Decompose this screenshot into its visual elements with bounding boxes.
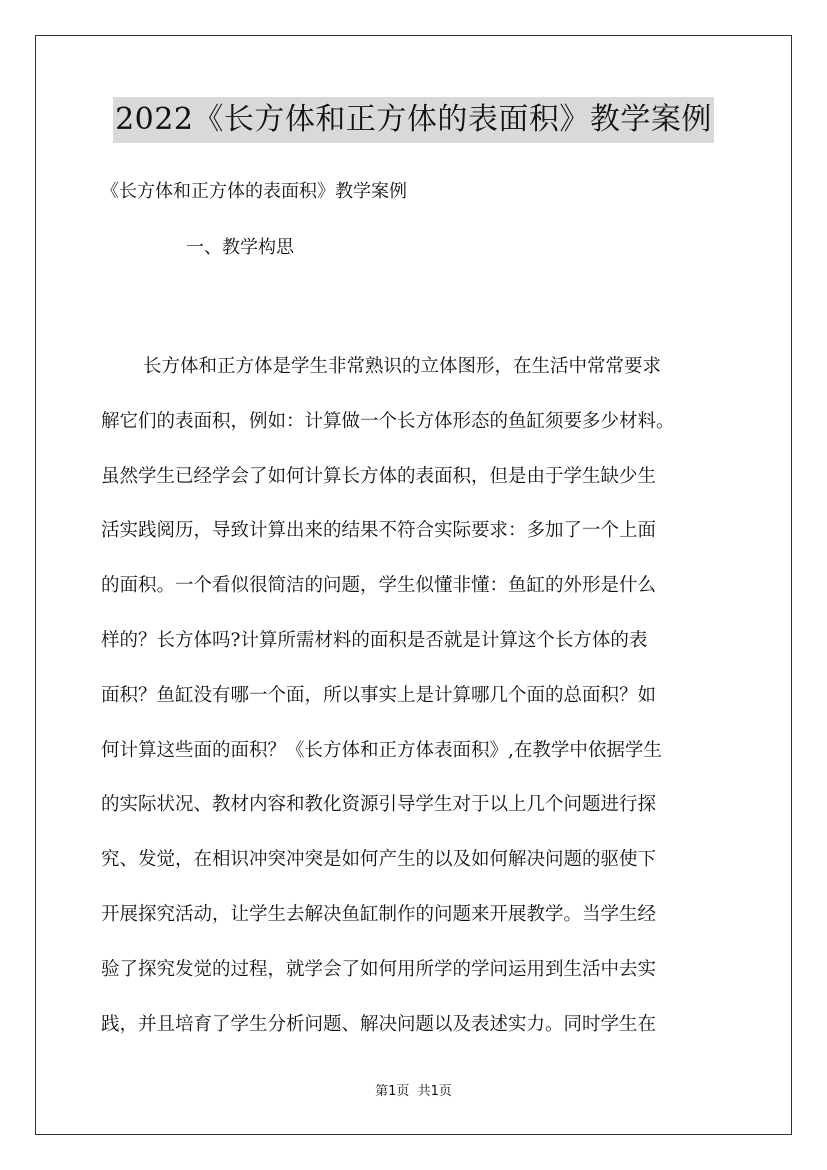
page-footer <box>0 1082 827 1102</box>
body-line: 的面积。一个看似很简洁的问题，学生似懂非懂：鱼缸的外形是什么 <box>101 575 657 597</box>
body-paragraph <box>101 340 731 1052</box>
body-line: 解它们的表面积，例如：计算做一个长方体形态的鱼缸须要多少材料。 <box>101 410 675 432</box>
page-total: 共1页 <box>417 1084 452 1099</box>
body-line: 验了探究发觉的过程，就学会了如何用所学的学问运用到生活中去实 <box>101 958 657 980</box>
body-line: 虽然学生已经学会了如何计算长方体的表面积，但是由于学生缺少生 <box>101 465 657 487</box>
section-heading: 一、教学构思 <box>186 237 294 258</box>
document-subtitle: 《长方体和正方体的表面积》教学案例 <box>101 181 407 202</box>
body-line: 究、发觉，在相识冲突冲突是如何产生的以及如何解决问题的驱使下 <box>101 849 657 871</box>
body-line: 践，并且培育了学生分析问题、解决问题以及表述实力。同时学生在 <box>101 1013 657 1035</box>
body-line: 长方体和正方体是学生非常熟识的立体图形，在生活中常常要求 <box>143 356 662 377</box>
document-title: 2022《长方体和正方体的表面积》教学案例 <box>113 97 714 143</box>
body-line: 何计算这些面的面积？《长方体和正方体表面积》,在教学中依据学生 <box>101 739 662 761</box>
body-line: 开展探究活动，让学生去解决鱼缸制作的问题来开展教学。当学生经 <box>101 903 657 925</box>
body-line: 的实际状况、教材内容和教化资源引导学生对于以上几个问题进行探 <box>101 794 657 816</box>
body-line: 样的？长方体吗?计算所需材料的面积是否就是计算这个长方体的表 <box>101 629 648 651</box>
page-number: 第1页 <box>375 1084 410 1099</box>
title-container <box>0 97 827 143</box>
body-line: 面积？鱼缸没有哪一个面，所以事实上是计算哪几个面的总面积？如 <box>101 684 657 706</box>
body-line: 活实践阅历，导致计算出来的结果不符合实际要求：多加了一个上面 <box>101 520 657 542</box>
